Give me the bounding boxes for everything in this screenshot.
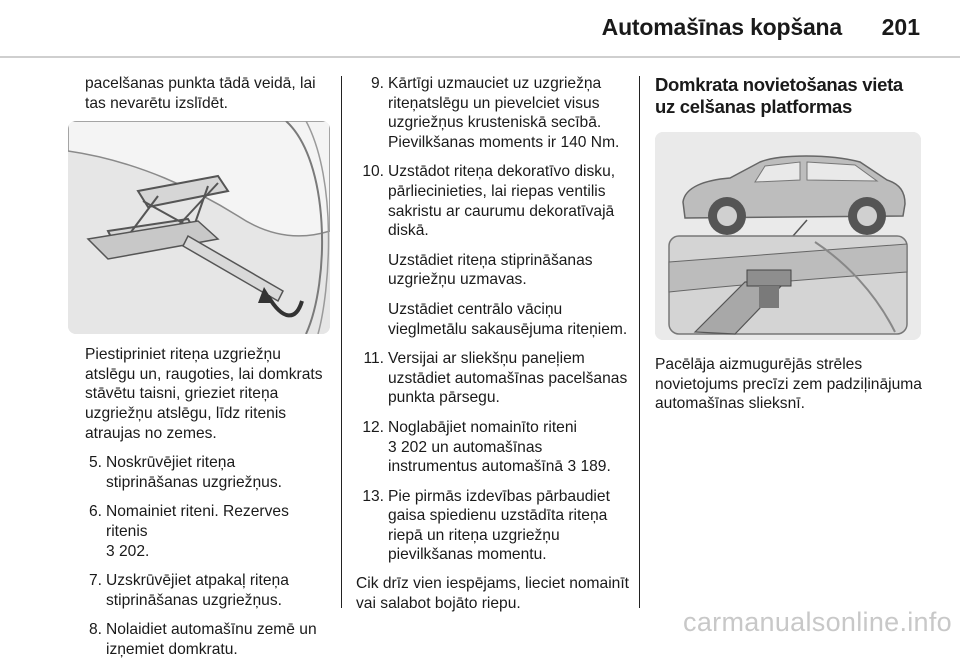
list-item: 11. Versijai ar sliekšņu paneļiem uzstādiet automašīnas pacelšanas punkta pārsegu. [363,350,628,407]
page-reference-link[interactable]: 3 202. [106,542,150,560]
column-divider-right [639,76,640,608]
column-3 [655,74,923,414]
page-title: Automašīnas kopšana [601,14,842,40]
list-item: 6. Nomainiet riteni. Rezerves ritenis 3 202. [88,503,289,560]
column-2 [350,74,630,613]
intro-text: pacelšanas punkta tādā veidā, lai tas nevarētu izslīdēt. [85,75,316,112]
step-description: Piestipriniet riteņa uzgriežņu atslēgu un, raugoties, lai domkrats stāvētu taisni, grieziet riteņa uzgriežņu atslēgu, līdz ritenis atraujas no zemes. [85,346,323,442]
page-number: 201 [881,14,920,40]
list-item: 10. Uzstādot riteņa dekoratīvo disku, pārliecinieties, lai riepas ventilis sakristu ar caurumu dekoratīvajā diskā. Uzstādiet riteņa stiprināšanas uzgriežņu uzmavas. Uzstādiet centrālo vāciņu vieglmetālu sakausējuma riteņiem. [362,163,628,338]
section-heading: Domkrata novietošanas vieta uz celšanas platformas [655,74,903,117]
page-header [0,0,960,58]
page-reference-link[interactable]: 3 202 un automašīnas instrumentus automašīnā [388,438,564,476]
list-item: 7. Uzskrūvējiet atpakaļ riteņa stiprināšanas uzgriežņus. [88,572,289,609]
list-item: 8. Nolaidiet automašīnu zemē un izņemiet domkratu. [88,621,317,658]
column-divider-left [341,76,342,608]
jack-diagram-icon [68,121,330,334]
list-item: 13. Pie pirmās izdevības pārbaudiet gaisa spiedienu uzstādīta riteņa riepā un riteņa uzgriežņu pievilkšanas momentu. [362,487,610,564]
car-lift-point-icon [655,132,921,340]
list-item: 5. Noskrūvējiet riteņa stiprināšanas uzgriežņus. [88,454,282,491]
closing-text: Cik drīz vien iespējams, lieciet nomainīt vai salabot bojāto riepu. [356,575,629,612]
figure-caption: Pacēlāja aizmugurējās strēles novietojums precīzi zem padziļinājuma automašīnas slieksnī. [655,356,922,413]
list-item: 12. Noglabājiet nomainīto riteni 3 202 un automašīnas instrumentus automašīnā 3 189. [362,418,611,476]
list-item: 9. Kārtīgi uzmauciet uz uzgriežņa riteņatslēgu un pievelciet visus uzgriežņus krusteniskā secībā. Pievilkšanas moments ir 140 Nm. [370,75,620,151]
column-1 [68,74,330,660]
page-reference-link[interactable]: 3 189. [567,458,611,476]
watermark: carmanualsonline.info [683,607,952,637]
